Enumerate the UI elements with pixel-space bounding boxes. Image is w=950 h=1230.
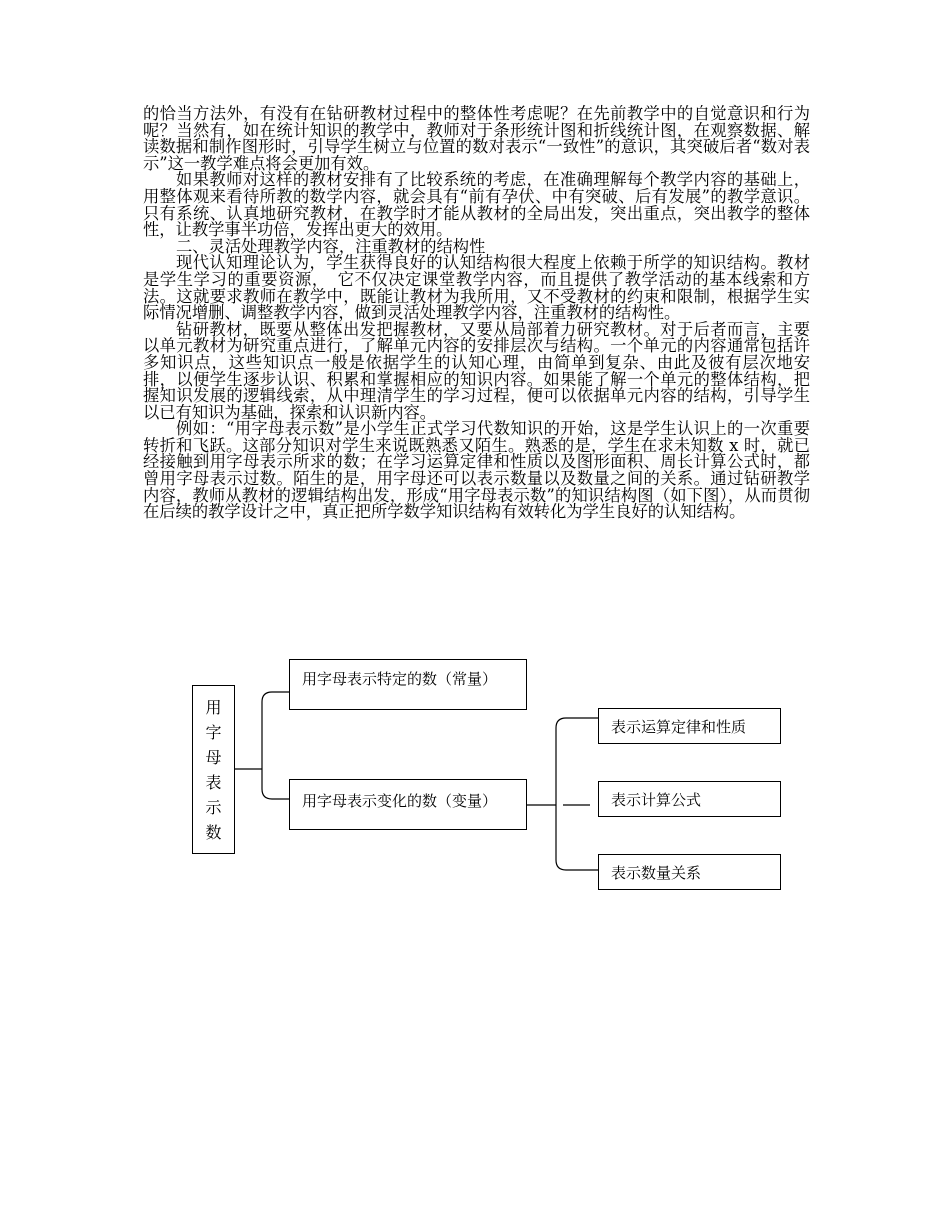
root-char: 示: [205, 797, 222, 817]
variable-label: 用字母表示变化的数（变量）: [302, 792, 498, 810]
law-label: 表示运算定律和性质: [611, 717, 747, 736]
root-node: [192, 685, 235, 854]
article-body: [143, 106, 810, 521]
formula-label: 表示计算公式: [611, 790, 702, 809]
relation-node: [598, 854, 781, 890]
constant-label: 用字母表示特定的数（常量）: [302, 670, 498, 688]
variable-node: [289, 779, 527, 830]
root-char: 表: [205, 772, 222, 792]
paragraph-1: 的恰当方法外，有没有在钻研教材过程中的整体性考虑呢？在先前教学中的自觉意识和行为呢？当然有，如在统计知识的教学中，教师对于条形统计图和折线统计图，在观察数据、解读数据和制作图形时，引导学生树立与位置的数对表示“一致性”的意识，其突破后者“数对表示”这一教学难点将会更加有效。: [143, 104, 810, 173]
paragraph-5: 例如：“用字母表示数”是小学生正式学习代数知识的开始，这是学生认识上的一次重要转折和飞跃。这部分知识对学生来说既熟悉又陌生。熟悉的是，学生在求未知数 x 时，就已经接触到用字母表示所求的数；在学习运算定律和性质以及图形面积、周长计算公式时，都曾用字母表示过数。陌生的是，用字母还可以表示数量以及数量之间的关系。通过钻研教学内容，教师从教材的逻辑结构出发，形成“用字母表示数”的知识结构图（如下图），从而贯彻在后续的教学设计之中，真正把所学数学知识结构有效转化为学生良好的认知结构。: [143, 419, 810, 522]
relation-label: 表示数量关系: [611, 863, 702, 882]
root-char: 用: [205, 697, 222, 717]
paragraph-2: 如果教师对这样的教材安排有了比较系统的考虑，在准确理解每个教学内容的基础上，用整体观来看待所教的数学内容，就会具有“前有孕伏、中有突破、后有发展”的教学意识。只有系统、认真地研究教材，在教学时才能从教材的全局出发，突出重点，突出教学的整体性，让教学事半功倍，发挥出更大的效用。: [143, 170, 810, 240]
root-char: 母: [205, 747, 222, 767]
root-char: 字: [205, 722, 222, 742]
formula-node: [598, 781, 781, 817]
variable-bracket: [556, 718, 598, 870]
section-heading: 二、灵活处理教学内容，注重教材的结构性: [176, 236, 486, 256]
law-node: [598, 708, 781, 744]
constant-node: [289, 659, 527, 710]
root-char: 数: [205, 822, 222, 842]
paragraph-3: 现代认知理论认为，学生获得良好的认知结构很大程度上依赖于所学的知识结构。教材是学生学习的重要资源， 它不仅决定课堂教学内容，而且提供了教学活动的基本线索和方法。这就要求教师在教学中，既能让教材为我所用，又不受教材的约束和限制，根据学生实际情况增删、调整教学内容，做到灵活处理教学内容，注重教材的结构性。: [143, 253, 810, 323]
root-bracket: [262, 692, 289, 799]
paragraph-4: 钻研教材，既要从整体出发把握教材，又要从局部着力研究教材。对于后者而言，主要以单元教材为研究重点进行，了解单元内容的安排层次与结构。一个单元的内容通常包括许多知识点，这些知识点一般是依据学生的认知心理，由简单到复杂、由此及彼有层次地安排，以便学生逐步认识、积累和掌握相应的知识内容。如果能了解一个单元的整体结构，把握知识发展的逻辑线索，从中理清学生的学习过程，便可以依据单元内容的结构，引导学生以已有知识为基础，探索和认识新内容。: [143, 319, 810, 422]
